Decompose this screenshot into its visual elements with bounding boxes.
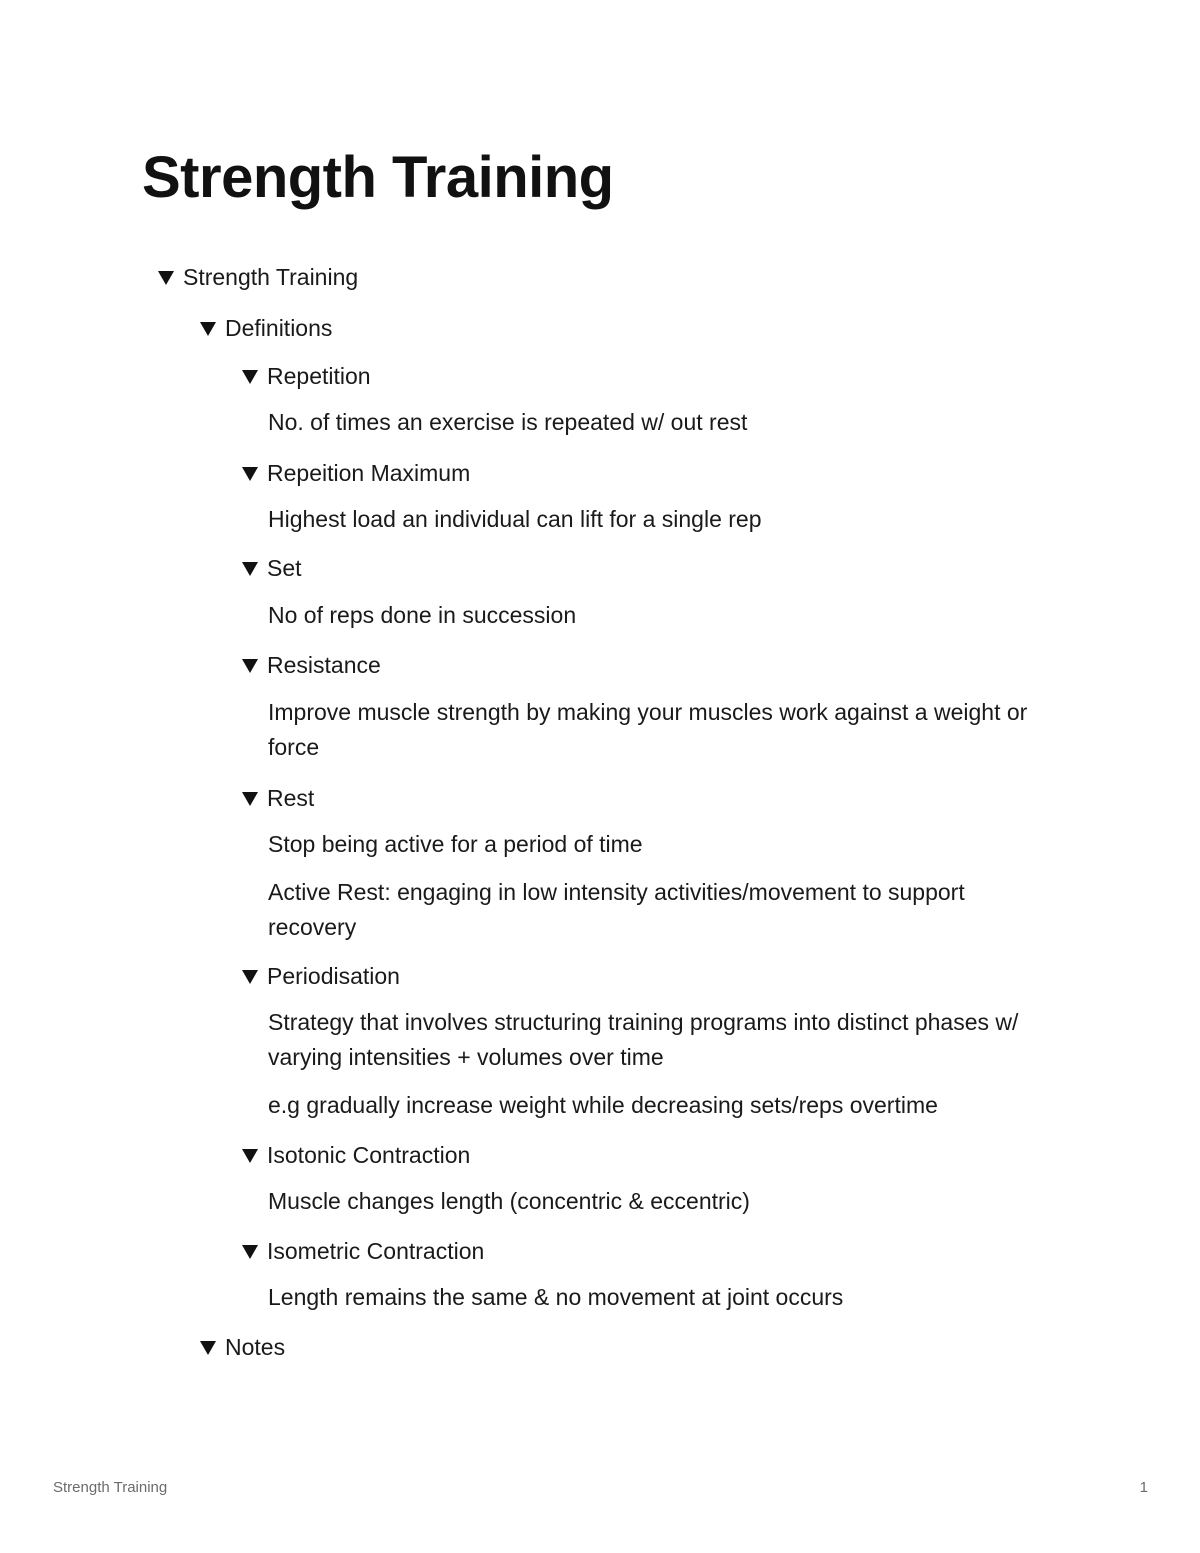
definition-text: Strategy that involves structuring training programs into distinct phases w/ varying intensities + volumes over time <box>268 1009 1019 1070</box>
triangle-down-icon[interactable] <box>242 370 258 384</box>
definition-text: Length remains the same & no movement at joint occurs <box>268 1284 844 1310</box>
triangle-down-icon[interactable] <box>242 792 258 806</box>
toggle-strength-training[interactable] <box>158 262 358 292</box>
triangle-down-icon[interactable] <box>242 1245 258 1259</box>
toggle-isotonic-contraction[interactable] <box>242 1140 470 1170</box>
toggle-set[interactable] <box>242 553 302 583</box>
triangle-down-icon[interactable] <box>242 1149 258 1163</box>
toggle-periodisation[interactable] <box>242 961 400 991</box>
toggle-repetition[interactable] <box>242 361 371 391</box>
toggle-label: Definitions <box>225 315 333 341</box>
triangle-down-icon[interactable] <box>200 322 216 336</box>
triangle-down-icon[interactable] <box>200 1341 216 1355</box>
toggle-isometric-contraction[interactable] <box>242 1236 484 1266</box>
toggle-repetition-maximum[interactable] <box>242 458 470 488</box>
toggle-label: Rest <box>267 785 315 811</box>
toggle-label: Isotonic Contraction <box>267 1142 471 1168</box>
definition-text: e.g gradually increase weight while decreasing sets/reps overtime <box>268 1092 938 1118</box>
toggle-rest[interactable] <box>242 783 314 813</box>
definition-text: Muscle changes length (concentric & eccentric) <box>268 1188 750 1214</box>
page-title: Strength Training <box>142 145 614 210</box>
footer-title: Strength Training <box>53 1479 168 1496</box>
toggle-label: Periodisation <box>267 963 400 989</box>
definition-text: No of reps done in succession <box>268 602 577 628</box>
page-number: 1 <box>1139 1479 1148 1496</box>
triangle-down-icon[interactable] <box>242 659 258 673</box>
toggle-definitions[interactable] <box>200 313 332 343</box>
toggle-label: Repeition Maximum <box>267 460 471 486</box>
triangle-down-icon[interactable] <box>242 970 258 984</box>
definition-text: Active Rest: engaging in low intensity activities/movement to support recovery <box>268 879 965 940</box>
definition-text: Improve muscle strength by making your muscles work against a weight or force <box>268 699 1028 760</box>
toggle-label: Isometric Contraction <box>267 1238 485 1264</box>
definition-text: Stop being active for a period of time <box>268 831 643 857</box>
toggle-resistance[interactable] <box>242 650 381 680</box>
toggle-label: Notes <box>225 1334 286 1360</box>
definition-text: No. of times an exercise is repeated w/ out rest <box>268 409 748 435</box>
triangle-down-icon[interactable] <box>242 467 258 481</box>
toggle-label: Repetition <box>267 363 371 389</box>
definition-text: Highest load an individual can lift for a single rep <box>268 506 762 532</box>
toggle-label: Resistance <box>267 652 381 678</box>
toggle-label: Set <box>267 555 302 581</box>
toggle-notes[interactable] <box>200 1332 285 1362</box>
triangle-down-icon[interactable] <box>158 271 174 285</box>
toggle-label: Strength Training <box>183 264 359 290</box>
triangle-down-icon[interactable] <box>242 562 258 576</box>
